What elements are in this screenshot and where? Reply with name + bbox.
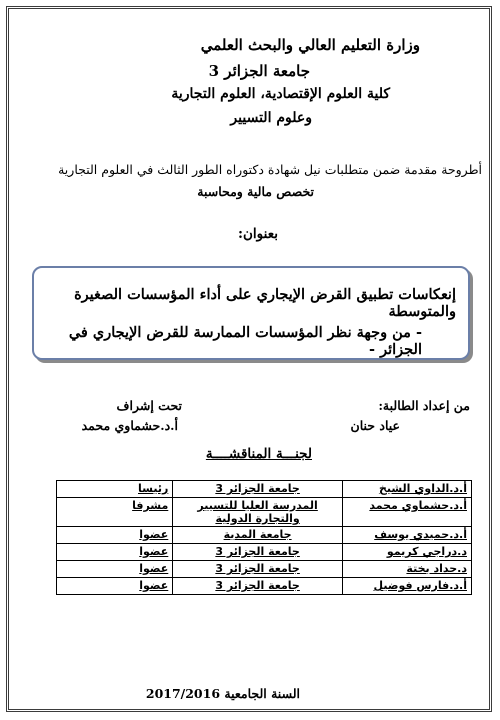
thesis-title-line2: - من وجهة نظر المؤسسات الممارسة للقرض الإيجاري في الجزائر - — [68, 324, 422, 358]
table-row — [57, 527, 472, 544]
member-role: مشرفا — [57, 498, 173, 527]
member-institution: جامعة الجزائر 3 — [173, 481, 343, 498]
member-name: أ.د.فارس فوضيل — [342, 578, 471, 595]
supervision-label: تحت إشراف — [116, 398, 182, 413]
member-name: أ.د.حشماوي محمد — [342, 498, 471, 527]
member-institution: جامعة الجزائر 3 — [173, 561, 343, 578]
member-name: د.دراجي كريمو — [342, 544, 471, 561]
member-role: عضوا — [57, 544, 173, 561]
committee-table — [56, 480, 472, 595]
table-row — [57, 481, 472, 498]
table-row — [57, 544, 472, 561]
member-role: رئيسا — [57, 481, 173, 498]
member-institution: جامعة المدية — [173, 527, 343, 544]
faculty-name-line1: كلية العلوم الإقتصادية، العلوم التجارية — [171, 86, 390, 102]
committee-title: لجنـــة المناقشــــة — [205, 446, 312, 462]
thesis-description: أطروحة مقدمة ضمن متطلبات نيل شهادة دكتوراه الطور الثالث في العلوم التجارية — [58, 162, 482, 177]
member-name: د.حداد بختة — [342, 561, 471, 578]
table-row — [57, 498, 472, 527]
member-name: أ.د.حميدي يوسف — [342, 527, 471, 544]
member-role: عضوا — [57, 561, 173, 578]
thesis-title-line1: إنعكاسات تطبيق القرض الإيجاري على أداء المؤسسات الصغيرة والمتوسطة — [74, 286, 456, 320]
academic-year: السنة الجامعية 2017/2016 — [145, 686, 300, 701]
member-institution: جامعة الجزائر 3 — [173, 544, 343, 561]
table-row — [57, 561, 472, 578]
title-label: بعنوان: — [238, 226, 278, 242]
member-role: عضوا — [57, 527, 173, 544]
member-role: عضوا — [57, 578, 173, 595]
supervisor-name: أ.د.حشماوي محمد — [81, 418, 178, 433]
member-name: أ.د.الداوي الشيخ — [342, 481, 471, 498]
table-row — [57, 578, 472, 595]
ministry-name: وزارة التعليم العالي والبحث العلمي — [200, 36, 420, 54]
thesis-specialty: تخصص مالية ومحاسبة — [197, 184, 314, 199]
faculty-name-line2: وعلوم التسيير — [230, 110, 312, 126]
student-name: عياد حنان — [350, 418, 400, 433]
prepared-by-label: من إعداد الطالبة: — [378, 398, 470, 413]
university-name: جامعة الجزائر 3 — [208, 62, 310, 80]
member-institution: جامعة الجزائر 3 — [173, 578, 343, 595]
member-institution: المدرسة العليا للتسيير والتجارة الدولية — [173, 498, 343, 527]
thesis-title-box — [32, 266, 470, 360]
